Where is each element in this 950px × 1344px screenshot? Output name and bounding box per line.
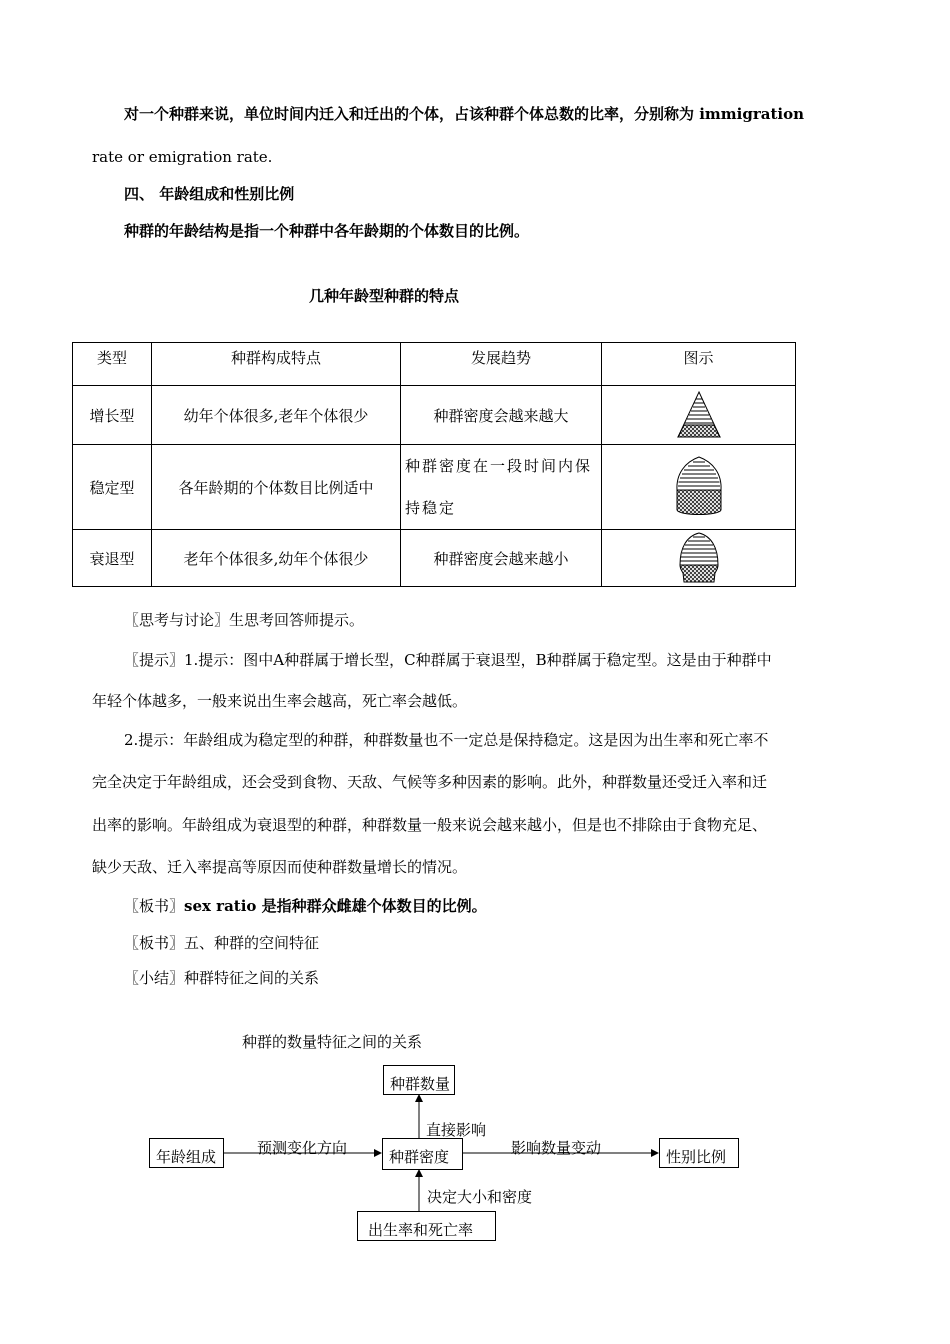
cell-type: 衰退型 [73, 530, 152, 587]
board-prefix: 〖板书〗 [124, 897, 185, 915]
diagram-title: 种群的数量特征之间的关系 [242, 1033, 423, 1051]
node-sex-ratio: 性别比例 [659, 1138, 739, 1168]
header-feature: 种群构成特点 [152, 343, 401, 386]
cell-feature: 幼年个体很多,老年个体很少 [152, 386, 401, 445]
hint2-line3: 出率的影响。年龄组成为衰退型的种群，种群数量一般来说会越来越小，但是也不排除由于食物充足、 [92, 816, 768, 834]
header-figure: 图示 [602, 343, 796, 386]
node-population-density: 种群密度 [382, 1138, 463, 1170]
cell-trend: 种群密度在一段时间内保持稳定 [401, 445, 602, 530]
hint1-line1: 〖提示〗1.提示：图中A种群属于增长型，C种群属于衰退型，B种群属于稳定型。这是由于种群中 [124, 651, 772, 669]
cell-trend: 种群密度会越来越小 [401, 530, 602, 587]
cell-trend: 种群密度会越来越大 [401, 386, 602, 445]
board-note-spatial: 〖板书〗五、种群的空间特征 [124, 934, 320, 952]
hint2-line2: 完全决定于年龄组成，还会受到食物、天敌、气候等多种因素的影响。此外，种群数量还受迁入率和迁 [92, 773, 768, 791]
hint2-line4: 缺少天敌、迁入率提高等原因而使种群数量增长的情况。 [92, 858, 468, 876]
board-sex-ratio-text: sex ratio 是指种群众雌雄个体数目的比例。 [184, 897, 487, 915]
hint1-line2: 年轻个体越多，一般来说出生率会越高，死亡率会越低。 [92, 692, 468, 710]
cell-feature: 老年个体很多,幼年个体很少 [152, 530, 401, 587]
edge-label-decide: 决定大小和密度 [427, 1188, 533, 1206]
edge-label-predict: 预测变化方向 [257, 1139, 348, 1157]
cell-feature: 各年龄期的个体数目比例适中 [152, 445, 401, 530]
node-population-quantity: 种群数量 [383, 1065, 455, 1095]
node-age-composition: 年龄组成 [149, 1138, 224, 1168]
edge-label-affect: 影响数量变动 [511, 1139, 602, 1157]
cell-type: 稳定型 [73, 445, 152, 530]
summary-note: 〖小结〗种群特征之间的关系 [124, 969, 320, 987]
header-trend: 发展趋势 [401, 343, 602, 386]
paragraph-migration-line2: rate or emigration rate. [92, 148, 273, 166]
section-heading-4: 四、 年龄组成和性别比例 [124, 185, 295, 203]
table-title: 几种年龄型种群的特点 [309, 287, 460, 305]
edge-label-direct: 直接影响 [426, 1121, 487, 1139]
node-birth-death-rate: 出生率和死亡率 [357, 1211, 496, 1241]
cell-type: 增长型 [73, 386, 152, 445]
header-type: 类型 [73, 343, 152, 386]
paragraph-migration-line1: 对一个种群来说，单位时间内迁入和迁出的个体，占该种群个体总数的比率，分别称为 immigration [124, 105, 805, 123]
paragraph-age-structure: 种群的年龄结构是指一个种群中各年龄期的个体数目的比例。 [124, 222, 530, 240]
discussion-intro: 〖思考与讨论〗生思考回答师提示。 [124, 611, 365, 629]
hint2-line1: 2.提示：年龄组成为稳定型的种群，种群数量也不一定总是保持稳定。这是因为出生率和死亡率不 [124, 731, 769, 749]
